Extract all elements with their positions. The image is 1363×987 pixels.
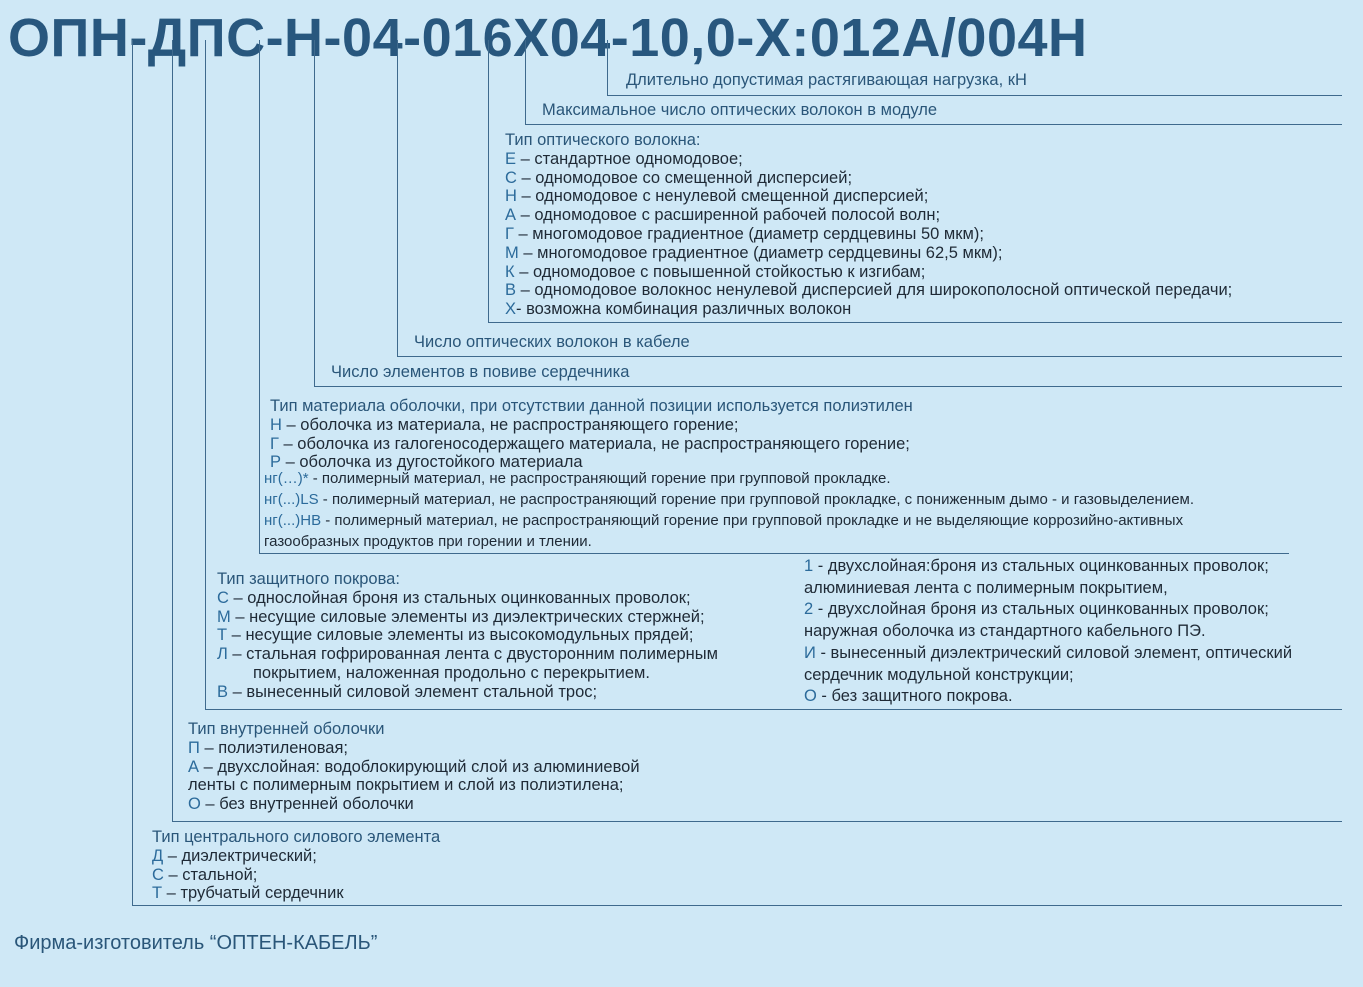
list-item: М – несущие силовые элементы из диэлектрических стержней; (217, 607, 705, 626)
list-item: К – одномодовое с повышенной стойкостью к изгибам; (505, 262, 926, 281)
inner-sheath-block (188, 720, 640, 814)
list-item: А – двухслойная: водоблокирующий слой из алюминиевой (188, 757, 640, 776)
list-item: Н – одномодовое с ненулевой смещенной дисперсией; (505, 187, 929, 206)
central-element-title: Тип центрального силового элемента (152, 828, 441, 846)
armor-block (217, 570, 718, 702)
list-item: П – полиэтиленовая; (188, 738, 348, 757)
list-item: Р – оболочка из дугостойкого материала (270, 453, 583, 472)
list-item: Е – стандартное одномодовое; (505, 149, 743, 168)
list-item: И - вынесенный диэлектрический силовой элемент, оптический (804, 643, 1293, 662)
product-code: ОПН-ДПС-Н-04-016Х04-10,0-Х:012А/004Н (8, 8, 1088, 68)
sheath-material-block (270, 397, 913, 472)
max-fibers-label: Максимальное число оптических волокон в модуле (542, 101, 938, 119)
list-item: С – однослойная броня из стальных оцинкованных проволок; (217, 588, 691, 607)
sheath-material-title: Тип материала оболочки, при отсутствии данной позиции используется полиэтилен (270, 397, 913, 415)
list-item: нг(...)HВ - полимерный материал, не распространяющий горение при групповой прокладке и не выделяющие коррозийно-активных (264, 512, 1184, 529)
list-item: покрытием, наложенная продольно с перекрытием. (253, 663, 650, 682)
list-item: Т – несущие силовые элементы из высокомодульных прядей; (217, 626, 694, 645)
element-count-label: Число элементов в повиве сердечника (331, 363, 630, 381)
list-item: Г – оболочка из галогеносодержащего материала, не распространяющего горение; (270, 434, 910, 453)
fiber-type-title: Тип оптического волокна: (505, 131, 701, 149)
list-item: М – многомодовое градиентное (диаметр сердцевины 62,5 мкм); (505, 243, 1003, 262)
armor-extra-block (804, 556, 1292, 708)
list-item: Г – многомодовое градиентное (диаметр сердцевины 50 мкм); (505, 224, 984, 243)
list-item: нг(...)LS - полимерный материал, не распространяющий горение при групповой прокладке, с пониженным дымо - и газовыделением. (264, 491, 1195, 508)
list-item: 1 - двухслойная:броня из стальных оцинкованных проволок; (804, 557, 1269, 575)
list-item: Л – стальная гофрированная лента с двусторонним полимерным (217, 645, 718, 664)
load-label: Длительно допустимая растягивающая нагрузка, кН (626, 71, 1027, 89)
list-item: ленты с полимерным покрытием и слой из полиэтилена; (188, 776, 624, 795)
inner-sheath-title: Тип внутренней оболочки (188, 720, 385, 738)
manufacturer: Фирма-изготовитель “ОПТЕН-КАБЕЛЬ” (14, 932, 378, 954)
list-item: А – одномодовое с расширенной рабочей полосой волн; (505, 206, 941, 225)
list-item: С – одномодовое со смещенной дисперсией; (505, 168, 853, 187)
list-item: С – стальной; (152, 865, 258, 884)
fiber-count-label: Число оптических волокон в кабеле (414, 333, 690, 351)
list-item: сердечник модульной конструкции; (804, 665, 1074, 684)
ng-list (264, 468, 1194, 552)
list-item: В – одномодовое волокнос ненулевой дисперсией для широкополосной оптической передачи; (505, 281, 1233, 300)
armor-title: Тип защитного покрова: (217, 570, 400, 588)
list-item: газообразных продуктов при горении и тлении. (264, 533, 592, 550)
list-item: наружная оболочка из стандартного кабельного ПЭ. (804, 622, 1206, 641)
list-item: нг(…)* - полимерный материал, не распространяющий горение при групповой прокладке. (264, 470, 891, 487)
list-item: В – вынесенный силовой элемент стальной трос; (217, 682, 598, 701)
list-item: 2 - двухслойная броня из стальных оцинкованных проволок; (804, 600, 1269, 619)
fiber-type-block (505, 131, 1232, 319)
list-item: Н – оболочка из материала, не распространяющего горение; (270, 415, 739, 434)
central-element-block (152, 828, 440, 903)
list-item: Д – диэлектрический; (152, 846, 317, 865)
list-item: О – без внутренней оболочки (188, 795, 414, 814)
list-item: алюминиевая лента с полимерным покрытием, (804, 578, 1168, 597)
list-item: Х- возможна комбинация различных волокон (505, 300, 852, 319)
list-item: Т – трубчатый сердечник (152, 884, 344, 903)
list-item: О - без защитного покрова. (804, 687, 1013, 706)
